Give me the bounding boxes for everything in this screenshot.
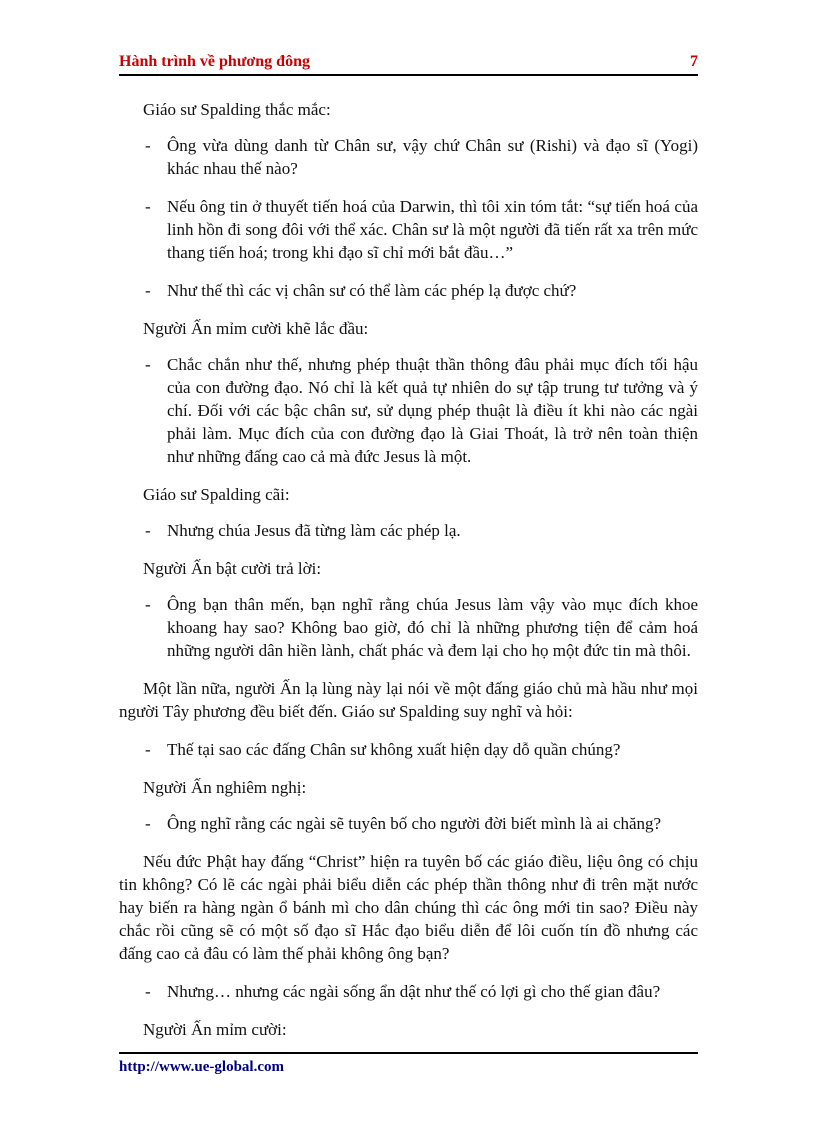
dialogue-line: - Nhưng chúa Jesus đã từng làm các phép lạ. <box>119 519 698 542</box>
dialogue-line: - Nhưng… nhưng các ngài sống ẩn dật như thế có lợi gì cho thế gian đâu? <box>119 980 698 1003</box>
paragraph: Người Ấn mỉm cười: <box>143 1020 287 1039</box>
dialogue-line: - Thế tại sao các đấng Chân sư không xuất hiện dạy dỗ quần chúng? <box>119 738 698 761</box>
paragraph: Nếu đức Phật hay đấng “Christ” hiện ra tuyên bố các giáo điều, liệu ông có chịu tin không? Có lẽ các ngài phải biểu diễn các phép thần thông như đi trên mặt nước hay biến ra hàng ngàn ổ bánh mì cho dân chúng thì các ông mới tin sao? Điều này chắc rồi cũng sẽ có một số đạo sĩ Hắc đạo biểu diễn để lôi cuốn tín đồ nhưng các đấng cao cả đâu có làm thế phải không ông bạn? <box>119 852 698 963</box>
page-footer <box>119 1052 698 1075</box>
page-header <box>119 50 698 76</box>
dialogue-line: - Như thế thì các vị chân sư có thể làm các phép lạ được chứ? <box>119 279 698 302</box>
page-number: 7 <box>690 53 698 70</box>
dialogue-line: - Ông nghĩ rằng các ngài sẽ tuyên bố cho người đời biết mình là ai chăng? <box>119 812 698 835</box>
dialogue-line: - Chắc chắn như thế, nhưng phép thuật thần thông đâu phải mục đích tối hậu của con đường đạo. Nó chỉ là kết quả tự nhiên do sự tập trung tư tưởng và ý chí. Đối với các bậc chân sư, sử dụng phép thuật là điều ít khi nào các ngài phải làm. Mục đích của con đường đạo là Giai Thoát, là trở nên toàn thiện như những đấng cao cả mà đức Jesus là một. <box>119 353 698 468</box>
paragraph: Giáo sư Spalding thắc mắc: <box>143 100 331 119</box>
paragraph: Một lần nữa, người Ấn lạ lùng này lại nói về một đấng giáo chủ mà hầu như mọi người Tây phương đều biết đến. Giáo sư Spalding suy nghĩ và hỏi: <box>119 679 698 721</box>
dialogue-line: - Nếu ông tin ở thuyết tiến hoá của Darwin, thì tôi xin tóm tắt: “sự tiến hoá của linh hồn đi song đôi với thể xác. Chân sư là một người đã tiến rất xa trên mức thang tiến hoá; trong khi đạo sĩ chỉ mới bắt đầu…” <box>119 195 698 264</box>
dialogue-line: - Ông bạn thân mến, bạn nghĩ rằng chúa Jesus làm vậy vào mục đích khoe khoang hay sao? Không bao giờ, đó chỉ là những phương tiện để cảm hoá những người dân hiền lành, chất phác và đem lại cho họ một đức tin mà thôi. <box>119 593 698 662</box>
paragraph: Người Ấn bật cười trả lời: <box>143 559 322 578</box>
book-title: Hành trình về phương đông <box>119 53 310 70</box>
website-link[interactable]: http://www.ue-global.com <box>119 1059 284 1075</box>
paragraph: Giáo sư Spalding cãi: <box>143 485 290 504</box>
paragraph: Người Ấn mỉm cười khẽ lắc đầu: <box>143 319 369 338</box>
dialogue-line: - Ông vừa dùng danh từ Chân sư, vậy chứ Chân sư (Rishi) và đạo sĩ (Yogi) khác nhau thế nào? <box>119 134 698 180</box>
page-body <box>119 98 698 1056</box>
paragraph: Người Ấn nghiêm nghị: <box>143 778 307 797</box>
